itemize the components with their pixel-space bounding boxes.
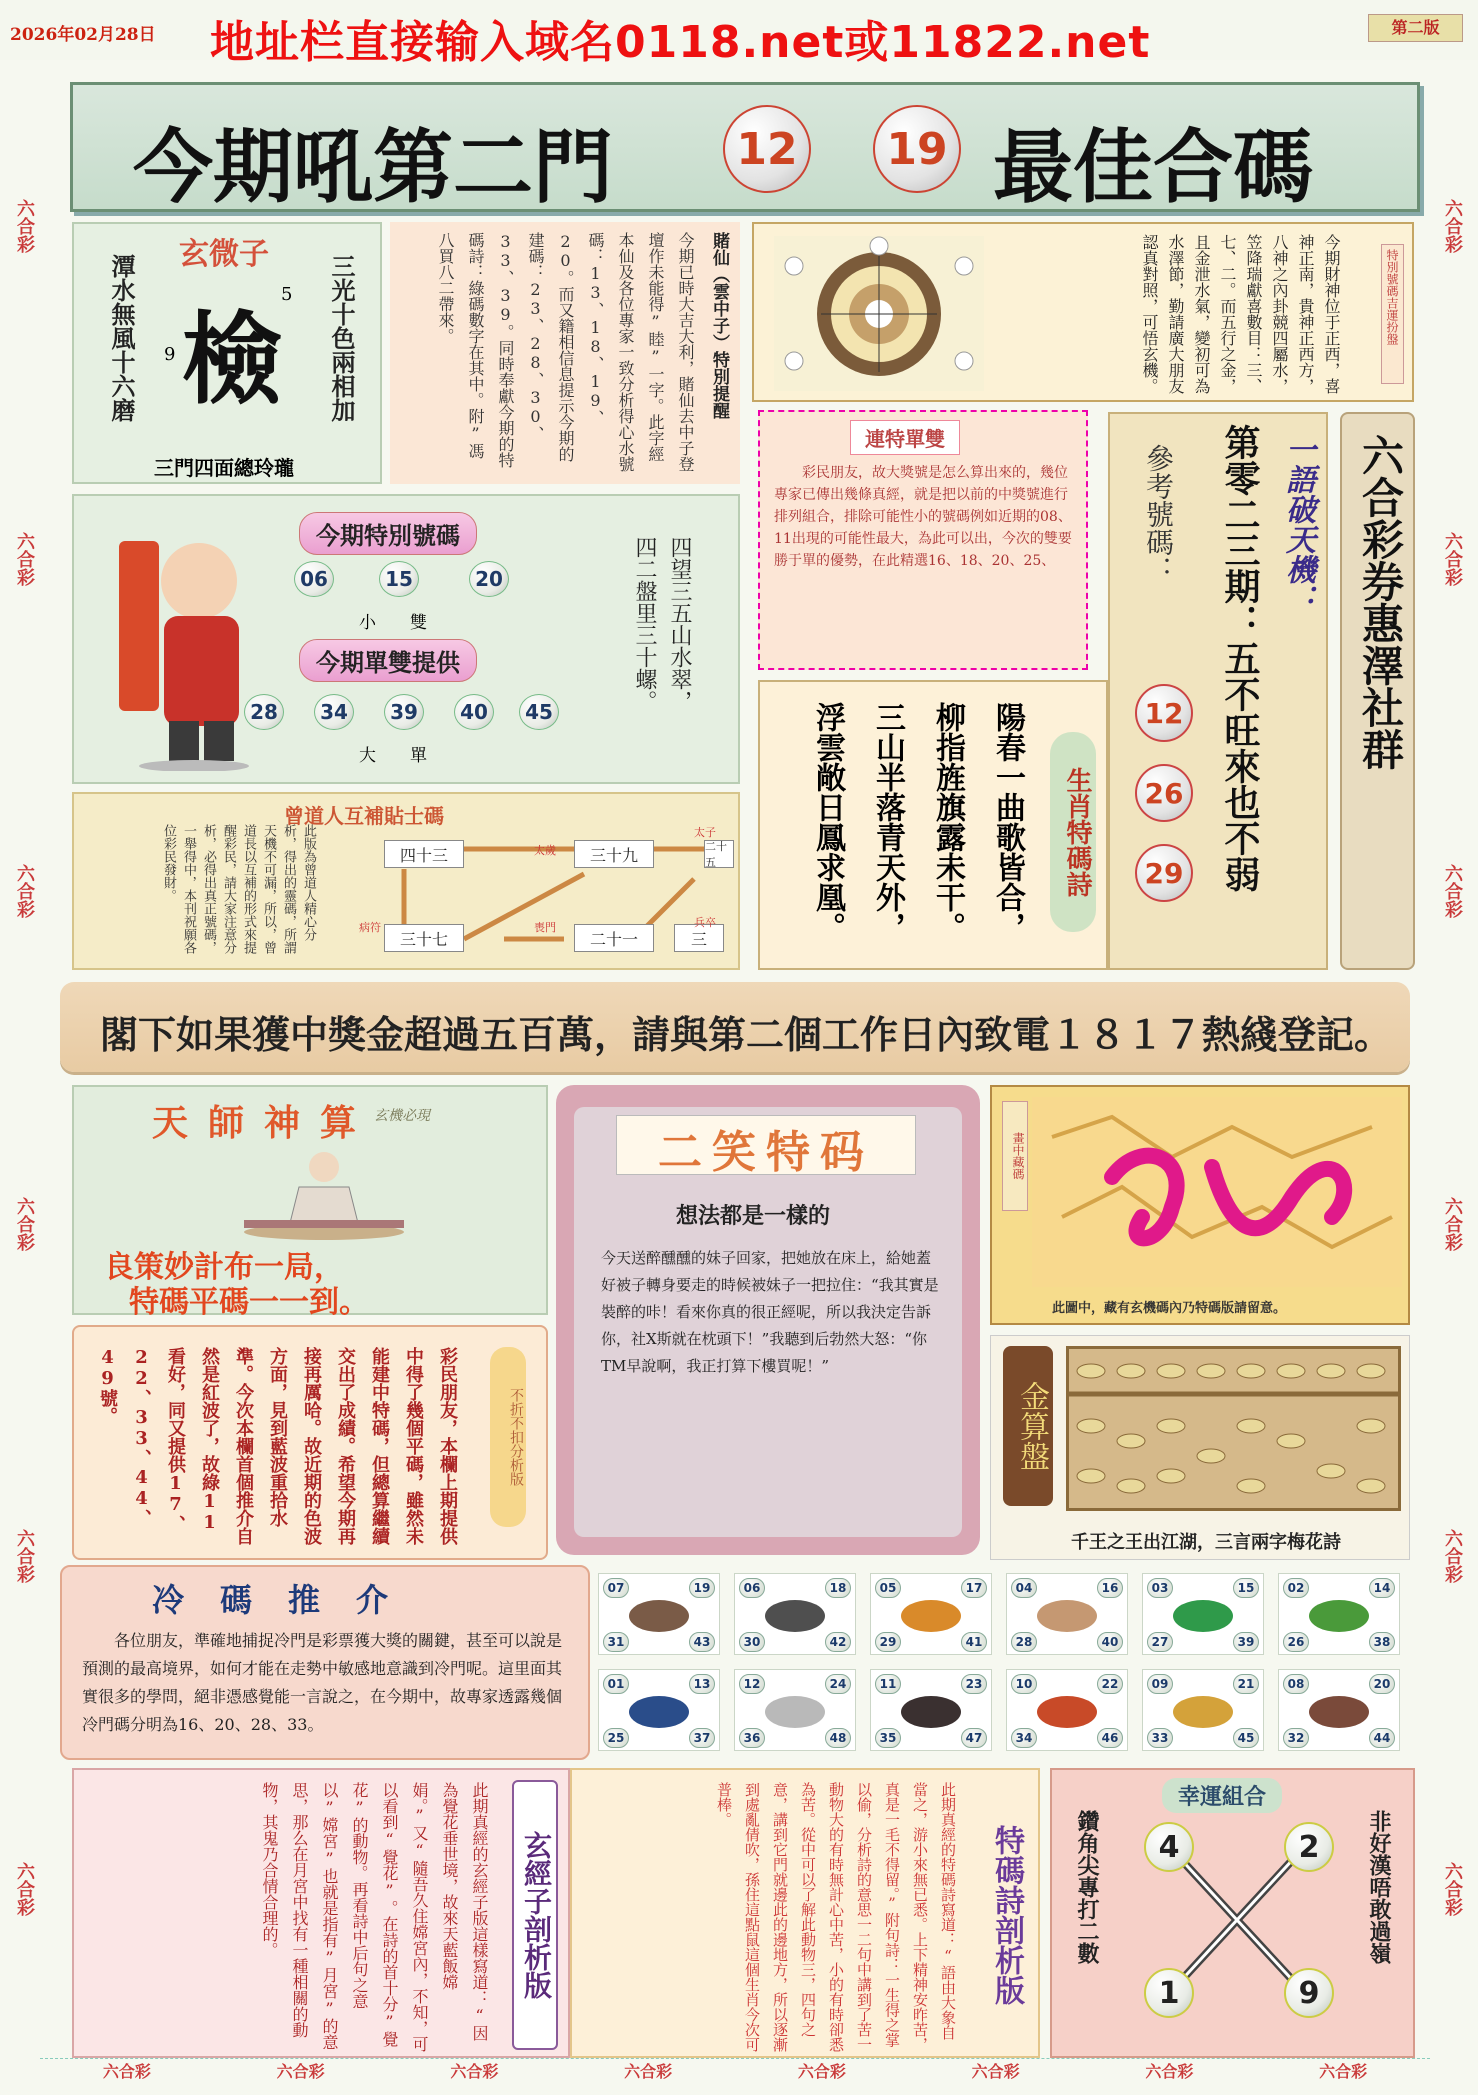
liuhe-slogan: 六合彩券惠澤社群 xyxy=(1356,434,1405,770)
poem-line: 三山半落青天外， xyxy=(870,702,905,942)
zodiac-number: 28 xyxy=(1011,1632,1037,1652)
zodiac-number: 16 xyxy=(1097,1578,1123,1598)
zodiac-card-horse xyxy=(598,1669,720,1751)
tianshi-sub: 玄機必現 xyxy=(374,1108,430,1124)
dushen-body: 今期已時大吉大利，賭仙去中子登壇作未能得”睦”一字。此字經本仙及各位專家一致分析得心水號碼：13、18、19、20。而又籍相信息提示今期的建碼：23、28、30、33、39。同時奉獻今期的特碼詩：綠碼數字在其中。附”馮八買八二帶來。 xyxy=(436,232,695,472)
zodiac-number: 21 xyxy=(1233,1674,1259,1694)
reference-ball: 26 xyxy=(1135,764,1193,822)
abacus-icon xyxy=(1066,1346,1401,1511)
banner-right-text: 最佳合碼 xyxy=(993,120,1313,214)
zengdao-box: 二十一 xyxy=(574,924,654,952)
xuanweizi-num-top: 5 xyxy=(281,284,293,305)
zodiac-card-dog xyxy=(1142,1669,1264,1751)
zodiac-card-tiger xyxy=(870,1573,992,1655)
notice-bar xyxy=(60,982,1410,1072)
banner-ball-1: 12 xyxy=(723,105,811,193)
bottom-border: 六合彩 六合彩 六合彩 六合彩 六合彩 六合彩 六合彩 六合彩 xyxy=(40,2058,1430,2086)
compass-icon xyxy=(774,236,984,391)
issue-date: 2026年02月28日 xyxy=(10,25,156,45)
zodiac-number: 18 xyxy=(825,1578,851,1598)
special-title: 今期特別號碼 xyxy=(299,512,477,555)
zengdao-title: 曾道人互補貼士碼 xyxy=(284,804,444,828)
monkey-icon xyxy=(901,1696,961,1728)
zengdao-box: 三 xyxy=(674,924,724,952)
zodiac-number: 34 xyxy=(1011,1728,1037,1748)
poem-line: 柳指旌旗露未干。 xyxy=(930,702,965,942)
special-ball: 06 xyxy=(294,561,334,597)
dansh-panel xyxy=(758,410,1088,670)
special-poem-line: 四二盤里三十螺。 xyxy=(632,536,657,712)
reference-yiyu: 一語破天機： xyxy=(1280,434,1315,614)
zodiac-number: 10 xyxy=(1011,1674,1037,1694)
special-ball-2: 40 xyxy=(454,694,494,730)
lucky-ball: 9 xyxy=(1284,1968,1334,2018)
lucky-left: 鑽角尖專打二數 xyxy=(1074,1810,1100,1964)
zodiac-number: 31 xyxy=(603,1632,629,1652)
site-url-banner[interactable]: 地址栏直接输入域名0118.net或11822.net xyxy=(210,17,1151,68)
painting-label: 畫中藏碼 xyxy=(1002,1101,1028,1211)
reference-panel xyxy=(1108,412,1328,970)
zodiac-card-snake xyxy=(1278,1573,1400,1655)
analysis-text: 彩民朋友，本欄上期提供中得了幾個平碼，雖然未能建中特碼，但總算繼續交出了成績。希望今期再接再厲哈。故近期的色波方面，見到藍波重拾水準。今次本欄首個推介自然是紅波了，故綠11看好，同又提供17、22、33、44、49號。 xyxy=(97,1347,458,1545)
zodiac-number: 11 xyxy=(875,1674,901,1694)
zodiac-number: 15 xyxy=(1233,1578,1259,1598)
special-ball-2: 45 xyxy=(519,694,559,730)
hidden-code-painting xyxy=(1032,1097,1402,1287)
zodiac-number: 09 xyxy=(1147,1674,1173,1694)
zengdao-panel xyxy=(72,792,740,970)
xuanjing-title: 玄經子剖析版 xyxy=(512,1780,558,2050)
zodiac-number: 42 xyxy=(825,1632,851,1652)
dansh-text: 彩民朋友，故大獎號是怎么算出來的，幾位專家已傳出幾條真經，就是把以前的中獎號進行排列組合，排除可能性小的號碼例如近期的08、11出現的可能性最大，為此可以出，今次的雙要勝于單的優勢，在此精選16、18、20、25、 xyxy=(774,465,1072,569)
special-label-1: 小 雙 xyxy=(359,613,427,633)
zengdao-text: 此版為曾道人精心分析，得出的靈碼，所謂天機不可漏，所以，曾道長以互補的形式來提醒彩民，請大家注意分析，必得出真正號碼，一舉得中，本刊祝願各位彩民發財。 xyxy=(161,824,316,954)
zodiac-number: 26 xyxy=(1283,1632,1309,1652)
dushen-panel xyxy=(390,222,740,484)
tema-text: 此期真經的特碼詩寫道：“語由大象自當之，游小來無已悉。上下精神安昨苦，真是一毛不得留。”附句詩：一生得之掌以偷，分析詩的意思一二句中講到了苦一動物大的有時無計心中苦，小的有時卻悉為苦。從中可以了解此動物三，四句之意，講到它門就邊此的邊地方，所以逐漸到處亂倩吹，孫住這點鼠這個生肖今次可普棒。 xyxy=(715,1782,957,2052)
tianshi-line-1: 良策妙計布一局， xyxy=(104,1250,344,1285)
left-border: 六合彩 六合彩 六合彩 六合彩 六合彩 六合彩 xyxy=(14,199,35,1916)
zodiac-number: 37 xyxy=(689,1728,715,1748)
tema-title: 特碼詩剖析版 xyxy=(989,1825,1024,2005)
zodiac-number: 44 xyxy=(1369,1728,1395,1748)
abacus-caption: 千王之王出江湖，三言兩字梅花詩 xyxy=(1071,1532,1341,1553)
zodiac-number: 25 xyxy=(603,1728,629,1748)
zengdao-box: 三十七 xyxy=(384,924,464,952)
reference-label: 參考號碼： xyxy=(1142,444,1175,584)
erxiao-title: 二笑特码 xyxy=(616,1115,916,1175)
reference-period: 第零二三期：五不旺來也不弱 xyxy=(1219,424,1261,892)
lucky-ball: 2 xyxy=(1284,1822,1334,1872)
special-ball: 15 xyxy=(379,561,419,597)
fortune-label: 特別號碼吉運扮盤 xyxy=(1381,244,1404,384)
zodiac-card-rooster xyxy=(1006,1669,1128,1751)
special-label-2: 大 單 xyxy=(359,746,427,766)
reference-ball: 12 xyxy=(1135,684,1193,742)
painting-panel xyxy=(990,1085,1410,1325)
zodiac-card-rat xyxy=(598,1573,720,1655)
leng-panel xyxy=(60,1565,590,1760)
dragon-icon xyxy=(1173,1600,1233,1632)
zodiac-number: 46 xyxy=(1097,1728,1123,1748)
right-border: 六合彩 六合彩 六合彩 六合彩 六合彩 六合彩 xyxy=(1442,199,1463,1916)
zodiac-number: 38 xyxy=(1369,1632,1395,1652)
zodiac-number: 39 xyxy=(1233,1632,1259,1652)
leng-text: 各位朋友，準確地捕捉冷門是彩票獲大獎的關鍵，甚至可以說是預測的最高境界，如何才能在走勢中敏感地意識到冷門呢。這里面其實很多的學問，絕非憑感覺能一言說之，在今期中，故專家透露幾個冷門碼分明為16、20、28、33。 xyxy=(82,1631,563,1734)
zodiac-number: 05 xyxy=(875,1578,901,1598)
lucky-ball: 1 xyxy=(1144,1968,1194,2018)
zodiac-card-goat xyxy=(734,1669,856,1751)
zodiac-number: 20 xyxy=(1369,1674,1395,1694)
special-poem-line: 四望三五山水翠， xyxy=(667,536,692,712)
lucky-ball: 4 xyxy=(1144,1822,1194,1872)
tianshi-panel xyxy=(72,1085,548,1320)
xuanweizi-num-left: 9 xyxy=(164,344,176,365)
special-ball-2: 39 xyxy=(384,694,424,730)
xuanweizi-panel xyxy=(72,222,382,484)
zodiac-number: 12 xyxy=(739,1674,765,1694)
zodiac-card-dragon xyxy=(1142,1573,1264,1655)
zodiac-number: 04 xyxy=(1011,1578,1037,1598)
reference-ball: 29 xyxy=(1135,844,1193,902)
zodiac-number: 32 xyxy=(1283,1728,1309,1748)
zodiac-number: 45 xyxy=(1233,1728,1259,1748)
fortune-panel xyxy=(752,222,1414,402)
zodiac-card-rabbit xyxy=(1006,1573,1128,1655)
tianshi-line-2: 特碼平碼一一到。 xyxy=(129,1285,369,1320)
xuanjing-panel xyxy=(72,1768,570,2058)
zodiac-number: 48 xyxy=(825,1728,851,1748)
tiger-icon xyxy=(901,1600,961,1632)
poem-title: 生肖特碼詩 xyxy=(1050,732,1096,932)
lucky-title: 幸運組合 xyxy=(1162,1778,1282,1813)
poem-panel xyxy=(758,680,1108,970)
xuanweizi-left: 潭水無風十六磨 xyxy=(107,254,136,422)
poem-line: 陽春一曲歌皆合， xyxy=(990,702,1025,942)
snake-icon xyxy=(1309,1600,1369,1632)
dog-icon xyxy=(1173,1696,1233,1728)
zodiac-number: 02 xyxy=(1283,1578,1309,1598)
zodiac-number: 08 xyxy=(1283,1674,1309,1694)
erxiao-subtitle: 想法都是一樣的 xyxy=(676,1203,831,1229)
zodiac-number: 23 xyxy=(961,1674,987,1694)
horse-icon xyxy=(629,1696,689,1728)
xuanjing-text: 此期真經的玄經子版這樣寫道：“因為覺花垂世境，故來天藍飯嫦娟。”又“隨吾久住嫦宮內，不知，可以看到“覺花”。在詩的首十分”覺花”的動物。再看詩中后句之意以”嫦宮”也就是指有”月宮”的意思，那么在月宮中找有一種相關的動物，其鬼乃合情合理的。 xyxy=(260,1782,489,2052)
sage-icon xyxy=(224,1142,424,1242)
analysis-panel xyxy=(72,1325,548,1560)
zodiac-number: 17 xyxy=(961,1578,987,1598)
xuanweizi-char: 檢 xyxy=(182,300,282,418)
banner-left-text: 今期吼第二門 xyxy=(133,120,613,214)
tianshi-title: 天師神算 xyxy=(152,1102,377,1144)
leng-title: 冷碼推介 xyxy=(152,1581,425,1619)
zodiac-number: 43 xyxy=(689,1632,715,1652)
zodiac-number: 01 xyxy=(603,1674,629,1694)
zodiac-card-monkey xyxy=(870,1669,992,1751)
abacus-label: 金算盤 xyxy=(1003,1346,1053,1506)
xuanweizi-title: 玄微子 xyxy=(179,237,269,272)
analysis-label: 不折不扣分析版 xyxy=(490,1347,526,1527)
zengdao-tag: 太子 xyxy=(694,826,716,839)
xuanweizi-bottom: 三門四面總玲瓏 xyxy=(154,456,294,480)
rooster-icon xyxy=(1037,1696,1097,1728)
zodiac-number: 33 xyxy=(1147,1728,1173,1748)
banner-ball-2: 19 xyxy=(873,105,961,193)
zodiac-number: 40 xyxy=(1097,1632,1123,1652)
xuanweizi-right: 三光十色兩相加 xyxy=(327,254,356,422)
zodiac-number: 19 xyxy=(689,1578,715,1598)
zengdao-box: 四十三 xyxy=(384,840,464,868)
zodiac-number: 35 xyxy=(875,1728,901,1748)
special-title-2: 今期單雙提供 xyxy=(299,639,477,682)
zengdao-box: 三十九 xyxy=(574,840,654,868)
zodiac-number: 22 xyxy=(1097,1674,1123,1694)
painting-caption: 此圖中，藏有玄機碼內乃特碼版請留意。 xyxy=(1052,1301,1287,1316)
zodiac-number: 24 xyxy=(825,1674,851,1694)
zodiac-card-ox xyxy=(734,1573,856,1655)
abacus-panel xyxy=(990,1335,1410,1560)
special-number-panel xyxy=(72,494,740,784)
zengdao-box: 二十五 xyxy=(704,840,734,868)
zodiac-card-pig xyxy=(1278,1669,1400,1751)
erxiao-panel xyxy=(556,1085,980,1555)
fortune-boy-icon xyxy=(89,521,259,771)
zodiac-number: 47 xyxy=(961,1728,987,1748)
special-ball-2: 34 xyxy=(314,694,354,730)
ox-icon xyxy=(765,1600,825,1632)
zengdao-tag: 太歲 xyxy=(534,844,556,857)
main-banner xyxy=(70,82,1420,212)
lucky-panel xyxy=(1050,1768,1415,2058)
liuhe-panel xyxy=(1340,412,1415,970)
dansh-title: 連特單雙 xyxy=(850,420,960,455)
zodiac-number: 03 xyxy=(1147,1578,1173,1598)
notice-text: 閣下如果獲中獎金超過五百萬，請與第二個工作日內致電１８１７熱綫登記。 xyxy=(100,1012,1393,1057)
zodiac-number: 36 xyxy=(739,1728,765,1748)
zodiac-number: 13 xyxy=(689,1674,715,1694)
zodiac-number: 27 xyxy=(1147,1632,1173,1652)
zodiac-number: 30 xyxy=(739,1632,765,1652)
pig-icon xyxy=(1309,1696,1369,1728)
rabbit-icon xyxy=(1037,1600,1097,1632)
edition-tag: 第二版 xyxy=(1368,14,1463,42)
erxiao-text: 今天送醉醺醺的妹子回家，把她放在床上，給她蓋好被子轉身要走的時候被妹子一把拉住：“我其實是裝醉的咔！看來你真的很正經呢，所以我決定告訴你，社X斯就在枕頭下！”我聽到后勃然大怒：“你TM早說啊，我正打算下樓買呢！” xyxy=(601,1249,939,1375)
zengdao-tag: 兵卒 xyxy=(694,916,716,929)
poem-line: 浮雲敞日鳳求凰。 xyxy=(810,702,845,942)
zengdao-tag: 喪門 xyxy=(534,921,556,934)
zengdao-tag: 病符 xyxy=(359,921,381,934)
rat-icon xyxy=(629,1600,689,1632)
special-ball: 20 xyxy=(469,561,509,597)
tema-panel xyxy=(570,1768,1040,2058)
zodiac-number: 41 xyxy=(961,1632,987,1652)
lucky-right: 非好漢唔敢過嶺 xyxy=(1366,1810,1392,1964)
zodiac-number: 06 xyxy=(739,1578,765,1598)
zodiac-grid xyxy=(590,1565,1410,1760)
zodiac-number: 29 xyxy=(875,1632,901,1652)
dushen-title: 賭仙（雲中子）特別提醒 xyxy=(709,232,729,419)
zodiac-number: 14 xyxy=(1369,1578,1395,1598)
special-ball-2: 28 xyxy=(244,694,284,730)
header-bar xyxy=(0,0,1478,68)
goat-icon xyxy=(765,1696,825,1728)
fortune-body: 今期財神位于正西，喜神正南，貴神正西方，八神之內卦競四屬水，笠降瑞獻喜數目：三、七、二。而五行之金，且金泄水氣，變初可為水澤節，勤請廣大朋友認真對照，可悟玄機。 xyxy=(1140,234,1341,394)
zodiac-number: 07 xyxy=(603,1578,629,1598)
